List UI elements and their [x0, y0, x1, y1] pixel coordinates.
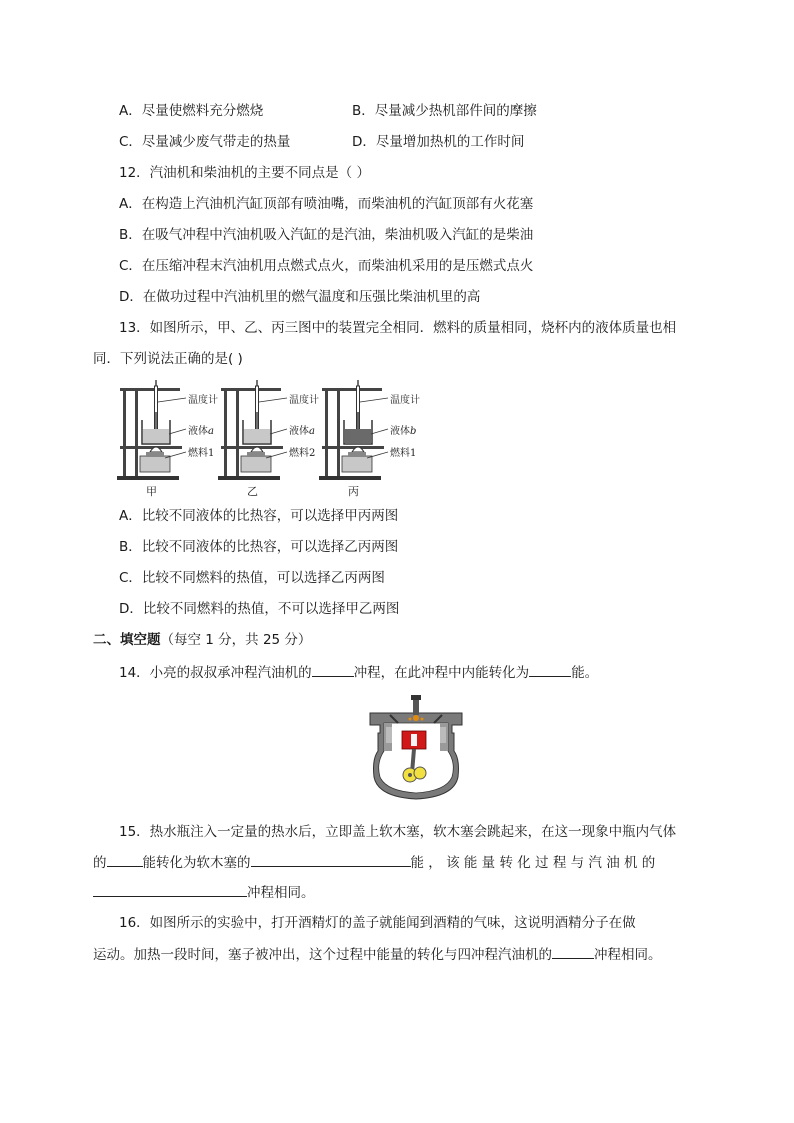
section-heading: [93, 630, 311, 650]
q14-part1: 14．小亮的叔叔承冲程汽油机的: [119, 665, 312, 681]
q15-text-c: 能 ， 该 能 量 转 化 过 程 与 汽 油 机 的: [410, 855, 656, 871]
q15-line3: [93, 882, 315, 903]
section-title: 二、填空题: [93, 632, 161, 648]
q11-option-a: A．尽量使燃料充分燃烧: [119, 103, 264, 119]
label-fuel-bing: 燃料1: [390, 448, 417, 459]
q13-stem-line2: 同．下列说法正确的是( ): [93, 351, 243, 367]
q16-text-b: 冲程相同。: [594, 947, 662, 963]
label-liquid-yi: 液体a: [289, 426, 315, 437]
q14-blank-2[interactable]: [529, 662, 571, 677]
q14-blank-1[interactable]: [312, 662, 354, 677]
apparatus-panel-yi: [218, 380, 287, 480]
q11-option-c: C．尽量减少废气带走的热量: [119, 134, 291, 150]
q13-option-d: D．比较不同燃料的热值，不可以选择甲乙两图: [119, 601, 400, 617]
q14-part2: 冲程，在此冲程中内能转化为: [353, 665, 530, 681]
engine-cylinder-figure: [368, 693, 464, 805]
apparatus-panel-bing: [319, 380, 388, 480]
q11-option-d: D．尽量增加热机的工作时间: [352, 134, 525, 150]
q14-text: [119, 662, 598, 683]
q15-text-b: 能转化为软木塞的: [142, 855, 251, 871]
q15-blank-3[interactable]: [93, 882, 247, 897]
section-note: （每空 1 分，共 25 分）: [160, 632, 312, 648]
q16-line1: 16．如图所示的实验中，打开酒精灯的盖子就能闻到酒精的气味，这说明酒精分子在做: [119, 915, 636, 931]
label-liquid-bing: 液体b: [390, 426, 417, 437]
q15-text-d: 冲程相同。: [247, 885, 315, 901]
q13-apparatus-figure: [112, 376, 422, 500]
q15-blank-1[interactable]: [107, 852, 143, 867]
label-thermometer-bing: 温度计: [390, 395, 420, 406]
q12-option-b: B．在吸气冲程中汽油机吸入汽缸的是汽油，柴油机吸入汽缸的是柴油: [119, 227, 534, 243]
q12-stem: 12．汽油机和柴油机的主要不同点是（ ）: [119, 165, 370, 181]
q16-blank-1[interactable]: [552, 944, 594, 959]
label-fuel-jia: 燃料1: [188, 448, 215, 459]
q15-line1: 15．热水瓶注入一定量的热水后，立即盖上软木塞，软木塞会跳起来，在这一现象中瓶内气体: [119, 824, 677, 840]
apparatus-panel-jia: [117, 380, 186, 480]
q12-option-d: D．在做功过程中汽油机里的燃气温度和压强比柴油机里的高: [119, 289, 481, 305]
q16-text-a: 运动。加热一段时间，塞子被冲出，这个过程中能量的转化与四冲程汽油机的: [93, 947, 552, 963]
q15-line2: [93, 852, 655, 873]
q13-option-b: B．比较不同液体的比热容，可以选择乙丙两图: [119, 539, 399, 555]
label-thermometer-jia: 温度计: [188, 395, 218, 406]
caption-bing: 丙: [348, 485, 359, 498]
q13-stem-line1: 13．如图所示，甲、乙、丙三图中的装置完全相同．燃料的质量相同，烧杯内的液体质量也相: [119, 320, 677, 336]
q16-line2: [93, 944, 662, 965]
q14-part3: 能。: [571, 665, 599, 681]
label-liquid-jia: 液体a: [188, 426, 214, 437]
q15-blank-2[interactable]: [251, 852, 411, 867]
q13-option-a: A．比较不同液体的比热容，可以选择甲丙两图: [119, 508, 399, 524]
q12-option-c: C．在压缩冲程末汽油机用点燃式点火，而柴油机采用的是压燃式点火: [119, 258, 534, 274]
label-fuel-yi: 燃料2: [289, 448, 316, 459]
caption-jia: 甲: [146, 485, 157, 498]
q15-text-a: 的: [93, 855, 107, 871]
q13-option-c: C．比较不同燃料的热值，可以选择乙丙两图: [119, 570, 385, 586]
label-thermometer-yi: 温度计: [289, 395, 319, 406]
caption-yi: 乙: [247, 485, 258, 498]
q11-option-b: B．尽量减少热机部件间的摩擦: [352, 103, 537, 119]
q12-option-a: A．在构造上汽油机汽缸顶部有喷油嘴，而柴油机的汽缸顶部有火花塞: [119, 196, 534, 212]
